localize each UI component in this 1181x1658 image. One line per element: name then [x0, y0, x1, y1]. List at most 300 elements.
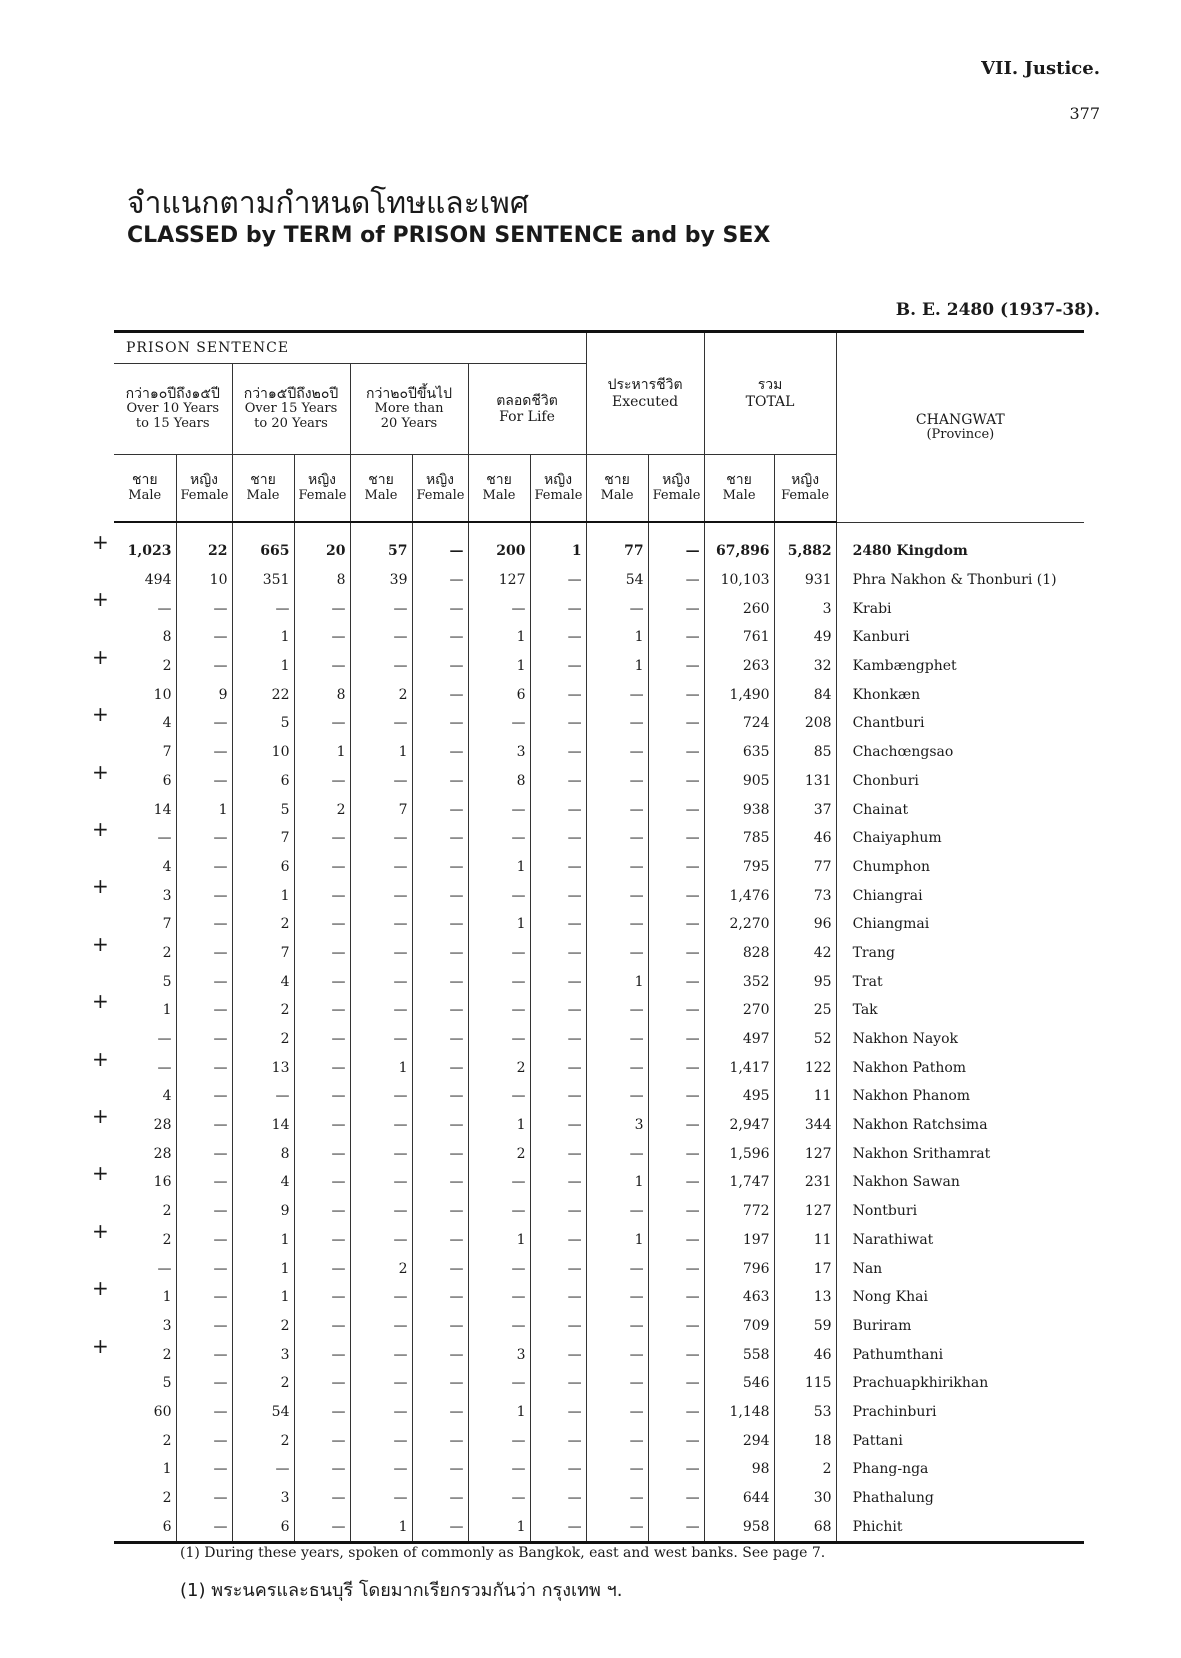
table-row	[114, 1369, 1084, 1398]
table-cell: 263	[704, 652, 774, 681]
group-thai: กว่า๑๕ปีถึง๒๐ปี	[243, 386, 339, 403]
table-cell: 6	[232, 853, 294, 882]
group-header-total	[704, 332, 836, 455]
group-en: For Life	[499, 409, 555, 425]
table-cell: 270	[704, 996, 774, 1025]
table-cell: 3	[774, 594, 836, 623]
table-cell: 1,023	[127, 543, 172, 560]
table-cell: —	[530, 767, 586, 796]
table-cell: —	[412, 1312, 468, 1341]
table-cell: 724	[704, 709, 774, 738]
table-cell: 10,103	[704, 566, 774, 595]
table-cell: —	[294, 1340, 350, 1369]
table-cell: —	[648, 767, 704, 796]
table-cell: 231	[774, 1168, 836, 1197]
province-name: Pathumthani	[836, 1340, 1084, 1369]
table-cell: —	[530, 1426, 586, 1455]
table-cell: 2	[232, 1426, 294, 1455]
table-cell: —	[586, 1455, 648, 1484]
table-cell: 5	[232, 795, 294, 824]
male-thai: ชาย	[250, 472, 276, 489]
province-name: Chiangmai	[836, 910, 1084, 939]
table-row	[114, 1197, 1084, 1226]
table-cell: 938	[704, 795, 774, 824]
table-cell: —	[176, 1139, 232, 1168]
table-cell: 131	[774, 767, 836, 796]
table-cell: 2	[162, 944, 172, 961]
table-cell: 772	[704, 1197, 774, 1226]
table-cell: —	[586, 709, 648, 738]
table-cell: —	[586, 939, 648, 968]
table-cell: 3	[468, 738, 530, 767]
table-cell: 2	[162, 658, 172, 675]
table-cell: —	[412, 996, 468, 1025]
table-cell: —	[468, 1369, 530, 1398]
table-cell: 7	[232, 939, 294, 968]
table-cell: —	[530, 1312, 586, 1341]
province-name: Nakhon Pathom	[836, 1053, 1084, 1082]
table-cell: 96	[774, 910, 836, 939]
table-cell: —	[294, 1455, 350, 1484]
table-row	[114, 996, 1084, 1025]
table-cell: 4	[162, 1088, 172, 1105]
table-cell: —	[350, 652, 412, 681]
table-cell: —	[412, 1369, 468, 1398]
table-row	[114, 881, 1084, 910]
group-en: Executed	[611, 393, 679, 410]
table-row	[114, 738, 1084, 767]
province-name: Trang	[836, 939, 1084, 968]
table-cell: 127	[774, 1139, 836, 1168]
table-cell: —	[586, 1053, 648, 1082]
table-row	[114, 1455, 1084, 1484]
table-cell: —	[350, 1312, 412, 1341]
table-cell: 127	[468, 566, 530, 595]
table-cell: 497	[704, 1025, 774, 1054]
table-cell: —	[530, 1283, 586, 1312]
table-cell: —	[530, 1226, 586, 1255]
table-cell: 127	[774, 1197, 836, 1226]
province-name: 2480 Kingdom	[836, 522, 1084, 566]
table-cell: 115	[774, 1369, 836, 1398]
table-cell: —	[412, 1426, 468, 1455]
female-en: Female	[652, 487, 701, 503]
table-cell: 28	[153, 1117, 172, 1134]
table-cell: 68	[774, 1512, 836, 1542]
province-name: Prachinburi	[836, 1398, 1084, 1427]
table-cell: —	[586, 1312, 648, 1341]
table-cell: —	[412, 522, 468, 566]
table-cell: 2	[232, 996, 294, 1025]
table-cell: —	[412, 1053, 468, 1082]
table-cell: 2	[162, 1231, 172, 1248]
table-cell: —	[176, 824, 232, 853]
table-cell: —	[350, 1340, 412, 1369]
table-cell: —	[176, 709, 232, 738]
province-name: Chonburi	[836, 767, 1084, 796]
table-row	[114, 1398, 1084, 1427]
table-cell: 18	[774, 1426, 836, 1455]
table-cell: —	[648, 594, 704, 623]
table-cell: —	[294, 1283, 350, 1312]
table-row	[114, 623, 1084, 652]
table-row	[114, 1340, 1084, 1369]
table-cell: —	[468, 1168, 530, 1197]
group-en: More than	[374, 401, 444, 417]
changwat-label: CHANGWAT	[915, 411, 1005, 428]
table-cell: 1	[232, 881, 294, 910]
table-cell: 7	[350, 795, 412, 824]
section-heading: VII. Justice.	[981, 58, 1100, 79]
table-cell: —	[294, 1226, 350, 1255]
province-name: Tak	[836, 996, 1084, 1025]
table-cell: —	[530, 1139, 586, 1168]
table-cell: —	[412, 1340, 468, 1369]
table-cell: —	[176, 1111, 232, 1140]
table-cell: —	[350, 824, 412, 853]
table-cell: 67,896	[704, 522, 774, 566]
table-cell: —	[294, 1369, 350, 1398]
table-cell: 2	[350, 1254, 412, 1283]
table-cell: 8	[232, 1139, 294, 1168]
page-number: 377	[1069, 104, 1100, 123]
table-row	[114, 910, 1084, 939]
table-cell: —	[412, 1082, 468, 1111]
table-cell: 16	[153, 1174, 172, 1191]
table-body	[114, 522, 1084, 1543]
table-cell: —	[294, 967, 350, 996]
table-cell: —	[468, 1283, 530, 1312]
table-cell: —	[586, 594, 648, 623]
table-cell: —	[586, 853, 648, 882]
table-cell: —	[648, 1082, 704, 1111]
margin-plus-mark: +	[92, 1333, 109, 1358]
table-cell: —	[648, 853, 704, 882]
table-cell: 77	[586, 522, 648, 566]
table-cell: 494	[144, 572, 172, 589]
table-cell: 1	[350, 1053, 412, 1082]
table-cell: 1	[232, 652, 294, 681]
table-cell: —	[350, 853, 412, 882]
table-cell: —	[412, 1283, 468, 1312]
table-cell: —	[530, 652, 586, 681]
table-row	[114, 1484, 1084, 1513]
table-row	[114, 1283, 1084, 1312]
male-header	[468, 455, 530, 523]
table-cell: —	[586, 1426, 648, 1455]
table-cell: 1	[468, 1226, 530, 1255]
year-label: B. E. 2480 (1937-38).	[895, 300, 1100, 320]
table-cell: 2	[232, 1025, 294, 1054]
group-en: 20 Years	[380, 416, 438, 432]
table-cell: —	[586, 1025, 648, 1054]
table-cell: 7	[162, 744, 172, 761]
table-cell: 3	[232, 1484, 294, 1513]
margin-plus-mark: +	[92, 702, 109, 727]
table-cell: 2	[350, 680, 412, 709]
table-cell: —	[294, 1111, 350, 1140]
province-name: Narathiwat	[836, 1226, 1084, 1255]
table-cell: —	[412, 853, 468, 882]
margin-plus-mark: +	[92, 874, 109, 899]
table-cell: 13	[774, 1283, 836, 1312]
table-row	[114, 522, 1084, 566]
table-cell: 4	[162, 715, 172, 732]
table-cell: —	[294, 767, 350, 796]
table-cell: 1,490	[704, 680, 774, 709]
table-cell: 200	[468, 522, 530, 566]
table-cell: —	[350, 1484, 412, 1513]
table-cell: 3	[468, 1340, 530, 1369]
footnote-english: (1) During these years, spoken of commonly as Bangkok, east and west banks. See page 7.	[180, 1545, 826, 1561]
table-cell: —	[648, 1455, 704, 1484]
female-thai: หญิง	[190, 472, 218, 489]
table-row	[114, 1512, 1084, 1542]
male-thai: ชาย	[131, 472, 158, 489]
group-en: to 15 Years	[135, 416, 210, 432]
table-cell: 5	[162, 1375, 172, 1392]
group-en: Over 10 Years	[126, 401, 219, 417]
table-row	[114, 709, 1084, 738]
table-cell: 828	[704, 939, 774, 968]
table-cell: 52	[774, 1025, 836, 1054]
table-cell: —	[530, 824, 586, 853]
province-name: Nakhon Sawan	[836, 1168, 1084, 1197]
margin-plus-mark: +	[92, 1218, 109, 1243]
province-name: Chumphon	[836, 853, 1084, 882]
table-cell: —	[294, 1082, 350, 1111]
table-cell: —	[530, 1369, 586, 1398]
table-cell: —	[530, 1484, 586, 1513]
table-cell: 1	[294, 738, 350, 767]
table-cell: 54	[232, 1398, 294, 1427]
table-cell: —	[648, 680, 704, 709]
table-cell: —	[350, 1226, 412, 1255]
table-cell: 1	[586, 1168, 648, 1197]
table-cell: —	[294, 881, 350, 910]
male-en: Male	[600, 487, 634, 503]
table-cell: 2	[468, 1053, 530, 1082]
table-cell: 4	[232, 967, 294, 996]
table-cell: —	[648, 1369, 704, 1398]
table-cell: —	[350, 594, 412, 623]
table-cell: —	[157, 1260, 172, 1277]
table-cell: —	[157, 830, 172, 847]
table-cell: 1,476	[704, 881, 774, 910]
table-row	[114, 652, 1084, 681]
province-name: Nakhon Nayok	[836, 1025, 1084, 1054]
table-cell: 3	[162, 887, 172, 904]
table-cell: 635	[704, 738, 774, 767]
table-cell: —	[412, 939, 468, 968]
table-cell: 11	[774, 1082, 836, 1111]
table-cell: 6	[468, 680, 530, 709]
table-cell: —	[412, 566, 468, 595]
table-cell: —	[157, 600, 172, 617]
table-cell: —	[586, 1369, 648, 1398]
table-cell: —	[412, 1111, 468, 1140]
table-cell: —	[648, 709, 704, 738]
table-cell: —	[586, 1340, 648, 1369]
table-cell: 11	[774, 1226, 836, 1255]
table-cell: —	[648, 1283, 704, 1312]
province-name: Chantburi	[836, 709, 1084, 738]
table-cell: 2	[162, 1203, 172, 1220]
table-cell: —	[468, 1254, 530, 1283]
table-cell: —	[648, 738, 704, 767]
margin-plus-mark: +	[92, 1276, 109, 1301]
table-row	[114, 1111, 1084, 1140]
female-header	[412, 455, 468, 523]
table-cell: 49	[774, 623, 836, 652]
table-cell: —	[468, 1082, 530, 1111]
table-cell: —	[294, 1254, 350, 1283]
table-row	[114, 566, 1084, 595]
female-thai: หญิง	[662, 472, 691, 489]
male-en: Male	[364, 487, 398, 503]
group-header-executed	[586, 332, 704, 455]
table-cell: —	[294, 652, 350, 681]
table-cell: —	[350, 623, 412, 652]
table-cell: 1	[468, 1398, 530, 1427]
table-cell: 32	[774, 652, 836, 681]
table-cell: —	[294, 910, 350, 939]
table-cell: —	[232, 1455, 294, 1484]
table-cell: —	[412, 1455, 468, 1484]
table-cell: 2	[162, 1346, 172, 1363]
table-cell: —	[350, 1283, 412, 1312]
table-cell: 53	[774, 1398, 836, 1427]
province-name: Nong Khai	[836, 1283, 1084, 1312]
table-cell: —	[294, 594, 350, 623]
table-cell: —	[350, 1025, 412, 1054]
table-cell: —	[412, 881, 468, 910]
table-cell: —	[294, 709, 350, 738]
table-cell: —	[468, 1426, 530, 1455]
table-cell: —	[468, 996, 530, 1025]
table-cell: 2,947	[704, 1111, 774, 1140]
table-cell: —	[294, 1312, 350, 1341]
title-english: CLASSED by TERM of PRISON SENTENCE and by SEX	[127, 223, 771, 248]
table-cell: —	[530, 881, 586, 910]
table-cell: 6	[232, 1512, 294, 1542]
table-cell: —	[530, 566, 586, 595]
table-cell: 1,148	[704, 1398, 774, 1427]
table-cell: 1	[232, 1283, 294, 1312]
table-cell: —	[412, 1398, 468, 1427]
province-name: Phathalung	[836, 1484, 1084, 1513]
table-cell: —	[350, 996, 412, 1025]
table-cell: 85	[774, 738, 836, 767]
prison-sentence-table	[114, 330, 1084, 1544]
table-cell: 558	[704, 1340, 774, 1369]
female-header	[294, 455, 350, 523]
table-cell: —	[530, 1025, 586, 1054]
table-cell: —	[176, 767, 232, 796]
table-cell: 9	[232, 1197, 294, 1226]
table-cell: —	[648, 939, 704, 968]
table-cell: 8	[162, 629, 172, 646]
table-cell: —	[530, 738, 586, 767]
table-cell: 84	[774, 680, 836, 709]
table-cell: 2	[774, 1455, 836, 1484]
table-cell: —	[530, 1340, 586, 1369]
province-name: Chiangrai	[836, 881, 1084, 910]
table-cell: 4	[232, 1168, 294, 1197]
group-en: Over 15 Years	[244, 401, 338, 417]
table-cell: —	[586, 1197, 648, 1226]
table-row	[114, 853, 1084, 882]
table-cell: —	[350, 1197, 412, 1226]
table-cell: —	[412, 623, 468, 652]
table-cell: 122	[774, 1053, 836, 1082]
table-cell: —	[294, 853, 350, 882]
table-cell: 796	[704, 1254, 774, 1283]
female-thai: หญิง	[426, 472, 454, 489]
table-cell: —	[176, 623, 232, 652]
table-cell: —	[294, 1398, 350, 1427]
table-cell: 1	[162, 1289, 172, 1306]
group-en: TOTAL	[745, 393, 795, 410]
table-cell: —	[294, 939, 350, 968]
table-cell: —	[586, 738, 648, 767]
table-cell: —	[468, 795, 530, 824]
table-cell: 10	[232, 738, 294, 767]
table-cell: —	[157, 1031, 172, 1048]
table-cell: —	[468, 1455, 530, 1484]
table-cell: —	[294, 996, 350, 1025]
group-header-over-20	[350, 364, 468, 455]
male-header	[232, 455, 294, 523]
table-cell: 2	[294, 795, 350, 824]
table-cell: 905	[704, 767, 774, 796]
table-cell: 1	[162, 1002, 172, 1019]
table-cell: —	[176, 1283, 232, 1312]
table-cell: 931	[774, 566, 836, 595]
group-thai: กว่า๒๐ปีขึ้นไป	[366, 386, 452, 403]
table-cell: —	[176, 1025, 232, 1054]
table-cell: —	[648, 623, 704, 652]
table-cell: 5	[162, 973, 172, 990]
table-cell: —	[176, 1082, 232, 1111]
table-cell: —	[412, 652, 468, 681]
table-cell: —	[412, 1512, 468, 1542]
table-cell: —	[468, 1197, 530, 1226]
table-cell: —	[530, 795, 586, 824]
male-thai: ชาย	[726, 472, 752, 489]
table-cell: —	[586, 1512, 648, 1542]
table-cell: —	[294, 1139, 350, 1168]
table-cell: —	[176, 910, 232, 939]
table-cell: —	[648, 1426, 704, 1455]
female-thai: หญิง	[308, 472, 336, 489]
table-cell: —	[530, 996, 586, 1025]
table-cell: 77	[774, 853, 836, 882]
table-cell: —	[350, 910, 412, 939]
table-cell: —	[176, 1340, 232, 1369]
table-cell: 2,270	[704, 910, 774, 939]
female-header	[530, 455, 586, 523]
table-cell: 294	[704, 1426, 774, 1455]
table-cell: —	[648, 881, 704, 910]
province-name: Nontburi	[836, 1197, 1084, 1226]
table-cell: 6	[232, 767, 294, 796]
margin-plus-mark: +	[92, 1161, 109, 1186]
table-cell: —	[648, 795, 704, 824]
table-cell: —	[412, 824, 468, 853]
table-cell: —	[294, 1025, 350, 1054]
table-cell: —	[350, 967, 412, 996]
